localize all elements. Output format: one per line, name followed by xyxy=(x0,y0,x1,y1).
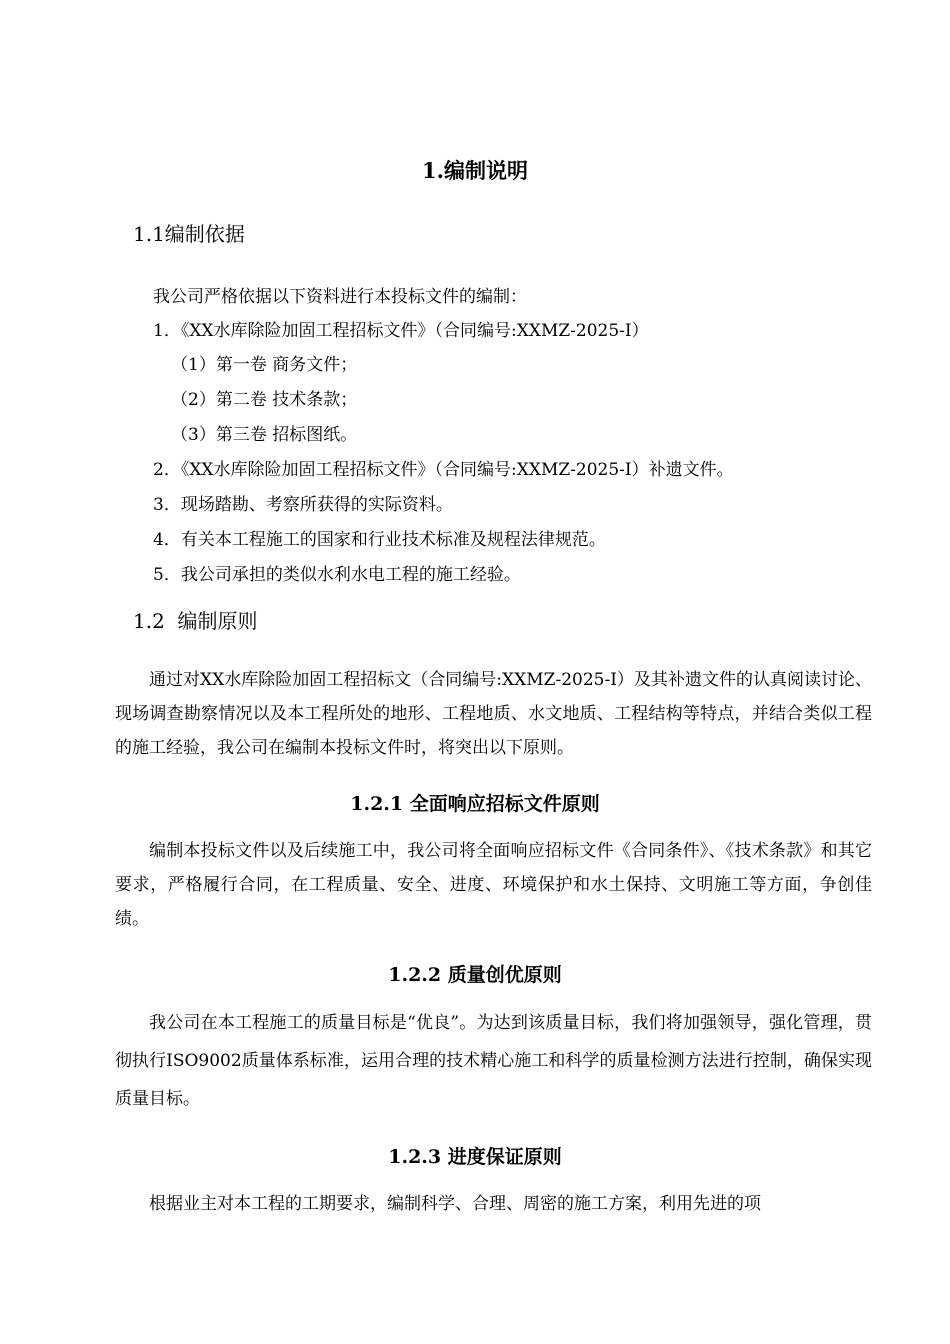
principle-paragraph: 通过对XX水库除险加固工程招标文（合同编号:XXMZ-2025-I）及其补遗文件的认真阅读讨论、现场调查勘察情况以及本工程所处的地形、工程地质、水文地质、工程结构等特点，并结合类似工程的施工经验，我公司在编制本投标文件时，将突出以下原则。 xyxy=(115,670,872,758)
response-paragraph: 编制本投标文件以及后续施工中，我公司将全面响应招标文件《合同条件》、《技术条款》和其它要求，严格履行合同，在工程质量、安全、进度、环境保护和水土保持、文明施工等方面，争创佳绩。 xyxy=(115,841,872,929)
basis-subitem-3: （3）第三卷 招标图纸。 xyxy=(171,425,358,445)
heading-1-1: 1.1编制依据 xyxy=(133,222,245,246)
schedule-paragraph: 根据业主对本工程的工期要求，编制科学、合理、周密的施工方案，利用先进的项 xyxy=(149,1194,761,1214)
intro-text: 我公司严格依据以下资料进行本投标文件的编制： xyxy=(153,287,527,307)
basis-subitem-1: （1）第一卷 商务文件； xyxy=(171,355,358,375)
basis-item-3: 3．现场踏勘、考察所获得的实际资料。 xyxy=(153,495,453,515)
heading-1-2-3: 1.2.3 进度保证原则 xyxy=(388,1146,562,1168)
basis-item-5: 5．我公司承担的类似水利水电工程的施工经验。 xyxy=(153,565,521,585)
heading-1-2-2: 1.2.2 质量创优原则 xyxy=(388,964,562,986)
basis-item-2: 2．《XX水库除险加固工程招标文件》（合同编号:XXMZ-2025-I）补遗文件。 xyxy=(153,460,734,480)
heading-1-2: 1.2 编制原则 xyxy=(133,609,258,633)
basis-item-4: 4．有关本工程施工的国家和行业技术标准及规程法律规范。 xyxy=(153,530,606,550)
basis-item-1: 1．《XX水库除险加固工程招标文件》（合同编号:XXMZ-2025-I） xyxy=(153,321,649,341)
basis-subitem-2: （2）第二卷 技术条款； xyxy=(171,390,358,410)
heading-1: 1.编制说明 xyxy=(422,158,528,183)
heading-1-2-1: 1.2.1 全面响应招标文件原则 xyxy=(350,793,600,815)
quality-paragraph: 我公司在本工程施工的质量目标是“优良”。为达到该质量目标，我们将加强领导，强化管理，贯彻执行ISO9002质量体系标准，运用合理的技术精心施工和科学的质量检测方法进行控制，确保实现质量目标。 xyxy=(115,1013,872,1109)
